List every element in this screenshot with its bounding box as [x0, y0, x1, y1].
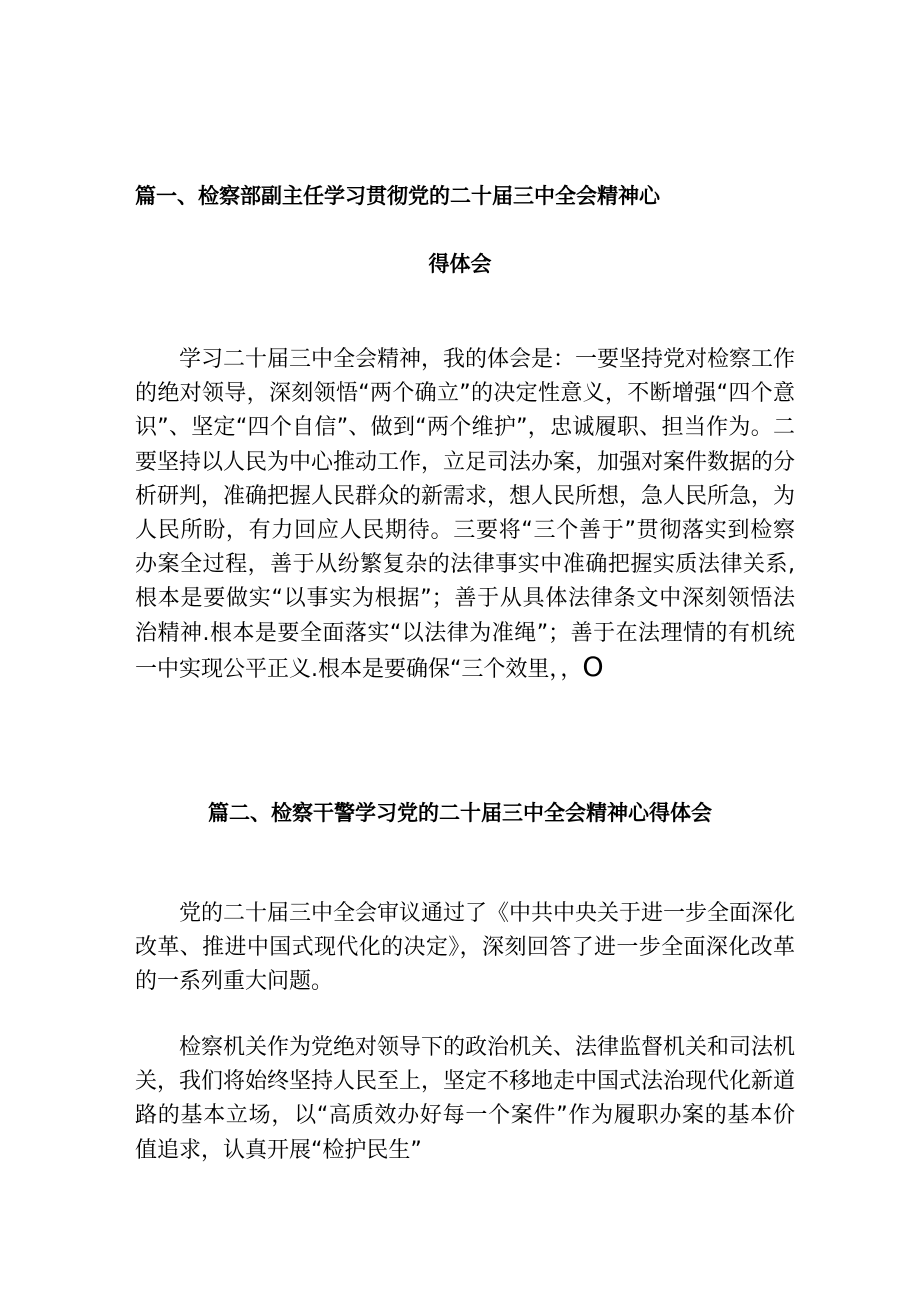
paragraph-end-mark: O — [582, 651, 604, 683]
article-2-paragraph-1: 党的二十届三中全会审议通过了《中共中央关于进一步全面深化改革、推进中国式现代化的决定》，深刻回答了进一步全面深化改革的一系列重大问题。 — [135, 901, 796, 995]
article-1-title-line-2: 得体会 — [428, 252, 492, 276]
article-1-paragraph — [135, 343, 795, 687]
article-2-paragraph-2: 检察机关作为党绝对领导下的政治机关、法律监督机关和司法机关，我们将始终坚持人民至上，坚定不移地走中国式法治现代化新道路的基本立场，以“高质效办好每一个案件”作为履职办案的基本价值追求，认真开展“检护民生” — [135, 1035, 796, 1163]
article-1-title-line-1: 篇一、检察部副主任学习贯彻党的二十届三中全会精神心 — [135, 184, 660, 208]
article-1-paragraph-text: 学习二十届三中全会精神，我的体会是：一要坚持党对检察工作的绝对领导，深刻领悟“两个确立”的决定性意义，不断增强“四个意识”、坚定“四个自信”、做到“两个维护”，忠诚履职、担当作为。二要坚持以人民为中心推动工作，立足司法办案，加强对案件数据的分析研判，准确把握人民群众的新需求，想人民所想，急人民所急，为人民所盼，有力回应人民期待。三要将“三个善于”贯彻落实到检察办案全过程，善于从纷繁复杂的法律事实中准确把握实质法律关系,根本是要做实“以事实为根据”；善于从具体法律条文中深刻领悟法治精神.根本是要全面落实“以法律为准绳”；善于在法理情的有机统一中实现公平正义.根本是要确保“三个效里，， — [135, 347, 796, 682]
article-2-title: 篇二、检察干警学习党的二十届三中全会精神心得体会 — [208, 801, 712, 825]
